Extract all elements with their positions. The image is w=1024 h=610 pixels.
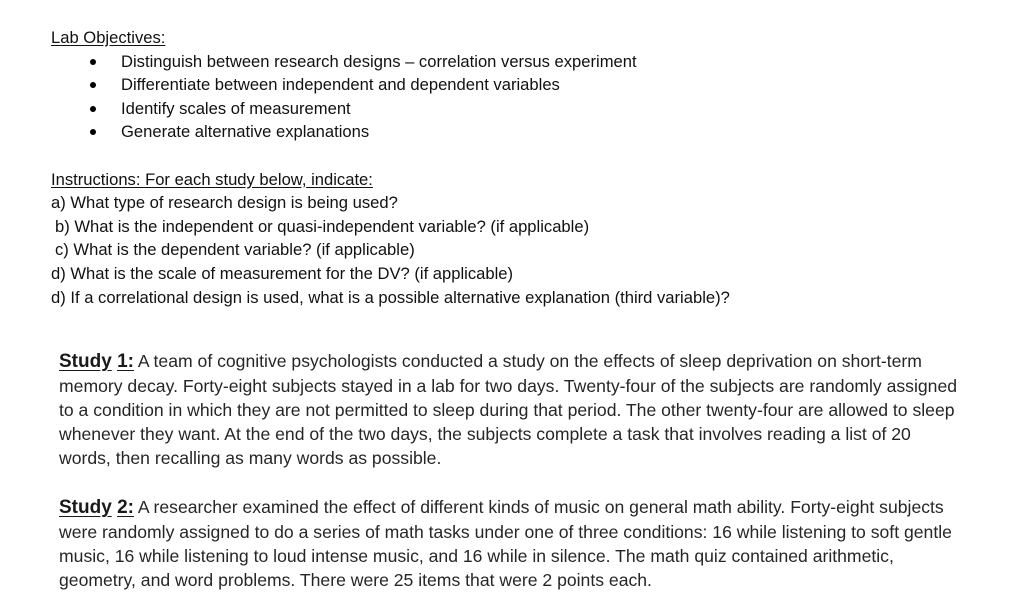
study-2-label: [59, 497, 134, 518]
bullet-icon: [90, 129, 96, 135]
question-b: b) What is the independent or quasi-independent variable? (if applicable): [55, 216, 590, 236]
study-1-label-num: 1:: [117, 351, 134, 372]
study-1-label-word: Study: [59, 351, 112, 372]
bullet-icon: [90, 59, 96, 65]
objective-item: [51, 120, 991, 144]
bullet-icon: [90, 82, 96, 88]
question-a: a) What type of research design is being used?: [51, 193, 398, 213]
instructions-heading: Instructions: For each study below, indicate:: [51, 169, 373, 189]
objective-text: Generate alternative explanations: [121, 122, 370, 142]
objective-text: Distinguish between research designs – correlation versus experiment: [121, 51, 637, 71]
bullet-icon: [90, 106, 96, 112]
question-c: c) What is the dependent variable? (if applicable): [55, 240, 415, 260]
lab-header-section: [51, 26, 991, 309]
study-2-label-num: 2:: [117, 497, 134, 518]
study-1-label: [59, 351, 134, 372]
study-1-paragraph: [59, 349, 959, 470]
section-gap: [51, 144, 991, 168]
objectives-heading: Lab Objectives:: [51, 28, 166, 47]
question-d-alternative: d) If a correlational design is used, what is a possible alternative explanation (third variable)?: [51, 287, 730, 307]
objective-text: Differentiate between independent and dependent variables: [121, 75, 560, 95]
objective-item: [51, 50, 991, 74]
question-d-scale: d) What is the scale of measurement for the DV? (if applicable): [51, 263, 514, 283]
objective-item: [51, 73, 991, 97]
study-2-paragraph: [59, 495, 959, 592]
study-2-text: A researcher examined the effect of different kinds of music on general math ability. Forty-eight subjects were randomly assigned to do a series of math tasks under one of three conditions: 16 while listening to soft gentle music, 16 while listening to loud intense music, and 16 while in silence. The math quiz contained arithmetic, geometry, and word problems. There were 25 items that were 2 points each.: [59, 497, 952, 590]
study-2-label-word: Study: [59, 497, 112, 518]
objective-text: Identify scales of measurement: [121, 98, 351, 118]
objective-item: [51, 97, 991, 121]
study-1-text: A team of cognitive psychologists conducted a study on the effects of sleep deprivation on short-term memory decay. Forty-eight subjects stayed in a lab for two days. Twenty-four of the subjects are randomly assigned to a condition in which they are not permitted to sleep during that period. The other twenty-four are allowed to sleep whenever they want. At the end of the two days, the subjects complete a task that involves reading a list of 20 words, then recalling as many words as possible.: [59, 351, 958, 468]
objectives-list: [51, 50, 991, 144]
